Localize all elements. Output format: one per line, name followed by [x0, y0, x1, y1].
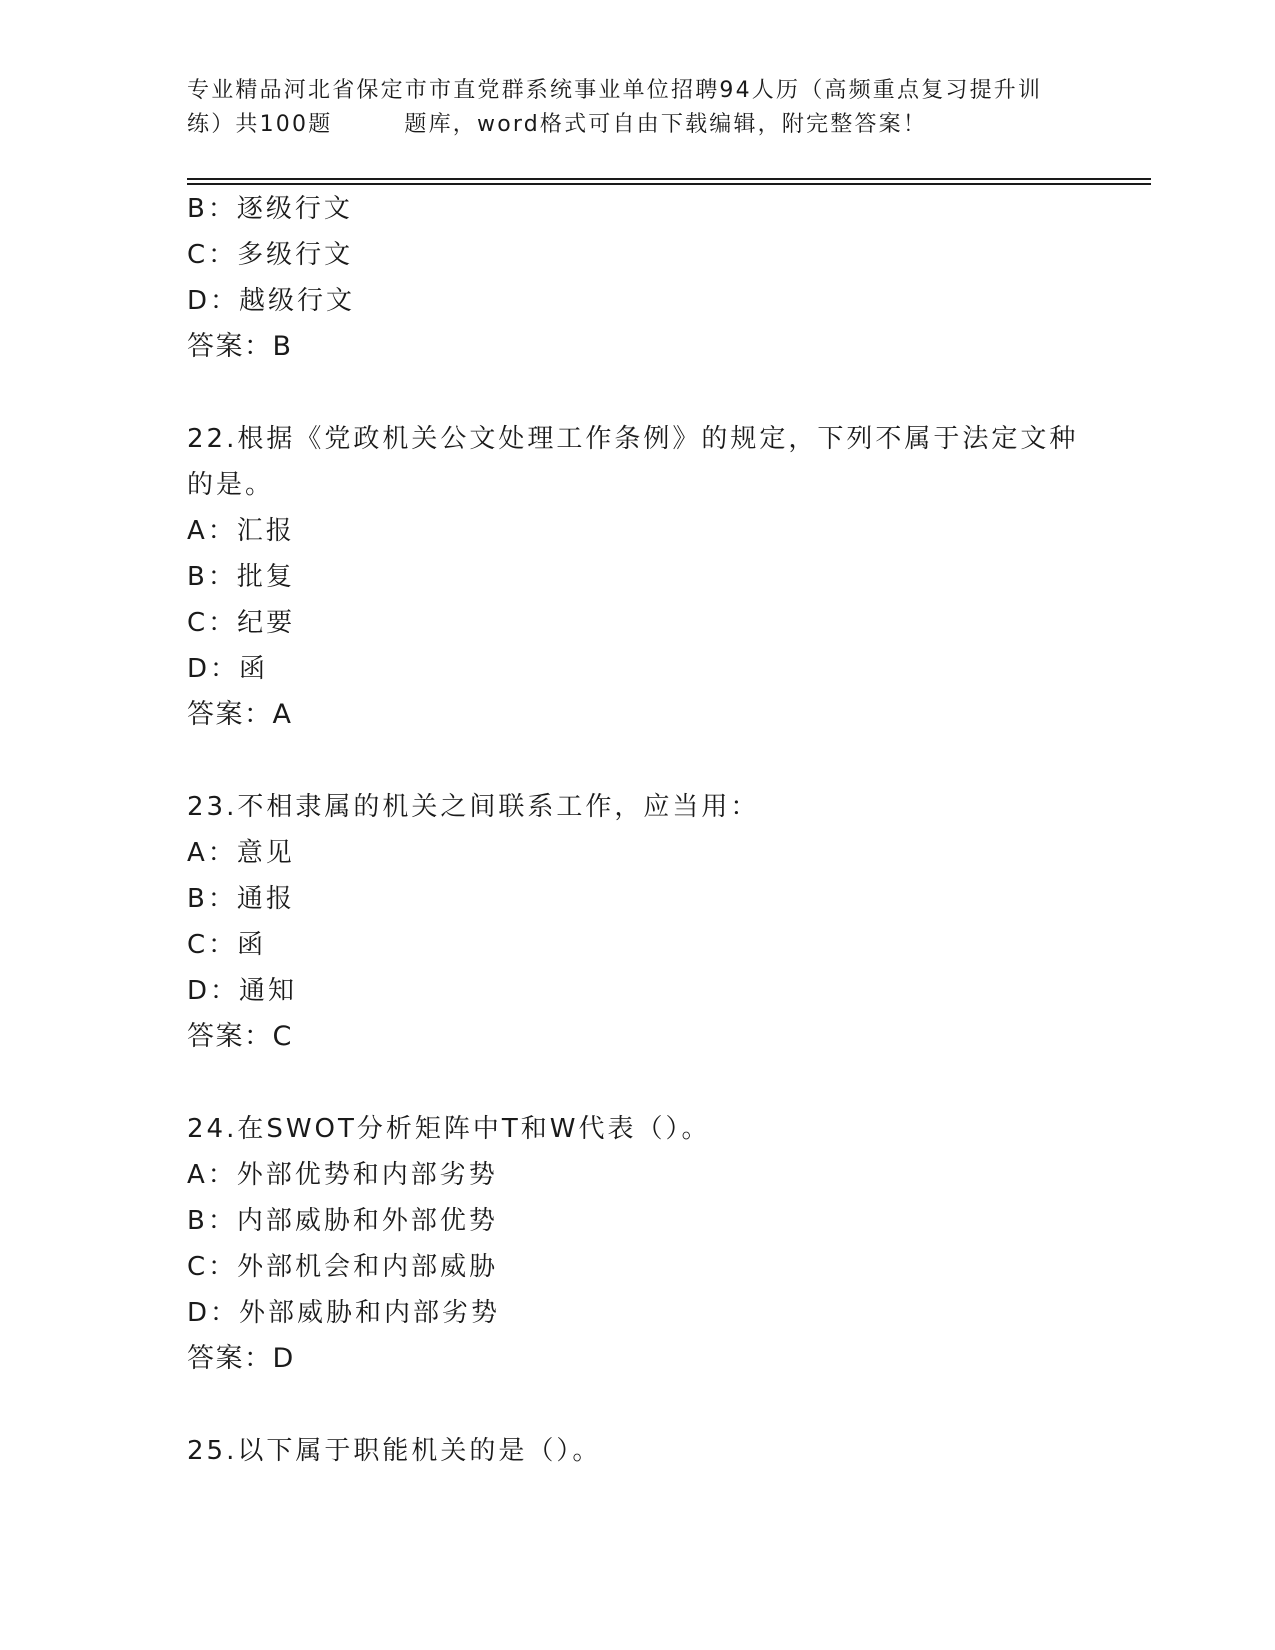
q21-answer: 答案：B	[187, 331, 293, 362]
q23-option-b: B：通报	[187, 884, 295, 914]
q24-option-d: D：外部威胁和内部劣势	[187, 1298, 501, 1328]
header-title-line-2-part-1: 练）共100题	[187, 112, 333, 137]
header-title-line-2-part-2: 题库，word格式可自由下载编辑，附完整答案！	[404, 112, 928, 137]
q24-option-b: B：内部威胁和外部优势	[187, 1206, 498, 1236]
q23-option-c: C：函	[187, 930, 267, 960]
header-title-line-2	[187, 108, 1087, 142]
header-rule-bottom	[187, 183, 1151, 185]
document-header	[187, 74, 1087, 142]
question-spacer	[187, 1382, 1087, 1428]
q25-stem-line-1: 25.以下属于职能机关的是（）。	[187, 1436, 602, 1466]
q22-option-a: A：汇报	[187, 516, 295, 546]
q23-option-d: D：通知	[187, 976, 298, 1006]
q21-option-b: B：逐级行文	[187, 194, 353, 224]
q24-option-c: C：外部机会和内部威胁	[187, 1252, 499, 1282]
question-spacer	[187, 738, 1087, 784]
q24-option-a: A：外部优势和内部劣势	[187, 1160, 498, 1190]
q24-stem-line-1: 24.在SWOT分析矩阵中T和W代表（）。	[187, 1114, 711, 1144]
q22-option-b: B：批复	[187, 562, 295, 592]
q22-stem-line-1: 22.根据《党政机关公文处理工作条例》的规定，下列不属于法定文种	[187, 424, 1079, 454]
q22-stem-line-2: 的是。	[187, 470, 275, 500]
q21-option-d: D：越级行文	[187, 286, 356, 316]
header-rule-top	[187, 178, 1151, 180]
question-list	[187, 186, 1087, 1474]
q22-option-c: C：纪要	[187, 608, 296, 638]
header-title-line-1: 专业精品河北省保定市市直党群系统事业单位招聘94人历（高频重点复习提升训	[187, 78, 1043, 103]
q21-option-c: C：多级行文	[187, 240, 354, 270]
q22-option-d: D：函	[187, 654, 269, 684]
q22-answer: 答案：A	[187, 699, 293, 730]
q23-option-a: A：意见	[187, 838, 295, 868]
q23-answer: 答案：C	[187, 1021, 293, 1052]
question-spacer	[187, 1060, 1087, 1106]
q24-answer: 答案：D	[187, 1343, 295, 1374]
q23-stem-line-1: 23.不相隶属的机关之间联系工作，应当用：	[187, 792, 760, 822]
question-spacer	[187, 370, 1087, 416]
